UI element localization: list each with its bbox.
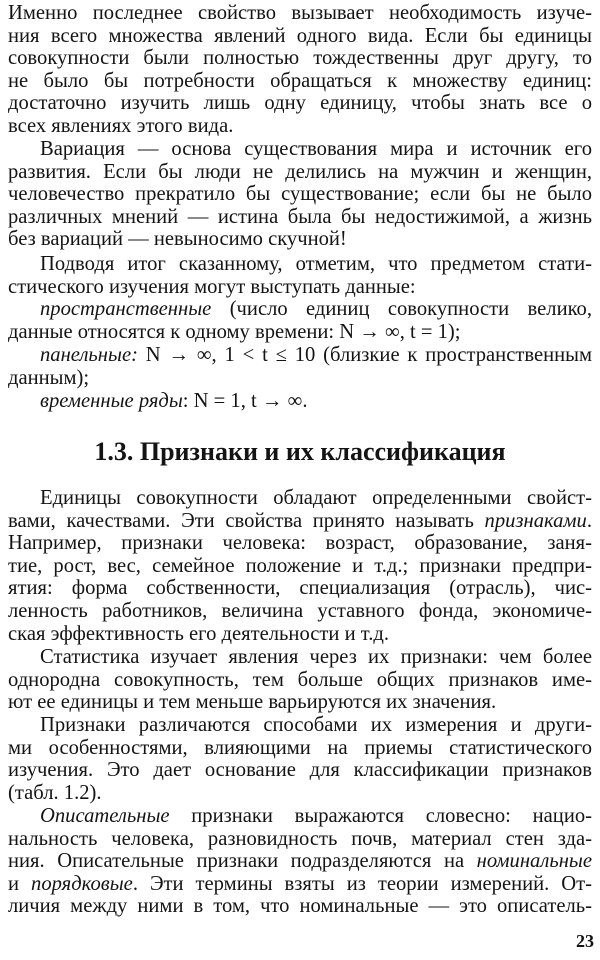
- text-line: нальность человека, разновидность почв, материал стен зда-: [8, 827, 592, 850]
- text-fragment: : N = 1, t → ∞.: [182, 390, 308, 412]
- text-line: изучения. Это дает основание для классификации признаков: [8, 759, 592, 782]
- text-line: Вариация — основа существования мира и источник его: [40, 138, 592, 160]
- text-line: ют ее единицы и тем меньше варьируются их значения.: [8, 691, 497, 714]
- text-line: развития. Если бы люди не делились на мужчин и женщин,: [8, 160, 592, 183]
- text-line: Например, признаки человека: возраст, образование, заня-: [8, 532, 592, 555]
- paragraph-classification: [8, 714, 592, 804]
- paragraph-summary: [8, 253, 592, 298]
- term-descriptive: Описательные: [40, 805, 170, 827]
- text-line: без вариаций — невыносимо скучной!: [8, 228, 347, 251]
- text-fragment: и: [8, 872, 32, 895]
- text-fragment: .: [586, 509, 592, 532]
- term-panel: панельные:: [40, 344, 138, 366]
- text-line: данные относятся к одному времени: N → ∞, t = 1);: [8, 320, 461, 343]
- term-nominal: номинальные: [476, 850, 592, 873]
- text-fragment: вами, качествами. Эти свойства принято называть: [8, 509, 485, 532]
- paragraph-variation: [8, 138, 592, 251]
- text-fragment: признаки выражаются словесно: нацио-: [169, 805, 592, 827]
- text-line: достаточно изучить лишь одну единицу, чтобы знать все о: [8, 92, 592, 115]
- text-line: совокупности были полностью тождественны друг другу, то: [8, 47, 592, 70]
- text-line: различных мнений — истина была бы недостижимой, а жизнь: [8, 205, 592, 228]
- paragraph-statistics: [8, 646, 592, 714]
- text-line: всех явлениях этого вида.: [8, 114, 234, 137]
- text-line: Признаки различаются способами их измерения и други-: [40, 714, 592, 736]
- text-line: ская эффективность его деятельности и т.д.: [8, 622, 389, 645]
- text-line: (табл. 1.2).: [8, 781, 102, 804]
- term-signs: признаками: [484, 509, 587, 532]
- text-line: Единицы совокупности обладают определенными свойст-: [40, 487, 592, 509]
- paragraph-necessity: [8, 2, 592, 138]
- page-number: 23: [576, 931, 594, 951]
- text-fragment: (число единиц совокупности велико,: [211, 298, 592, 320]
- text-line: ятия: форма собственности, специализация (отрасль), чис-: [8, 577, 592, 600]
- text-line: ми особенностями, влияющими на приемы статистического: [8, 736, 592, 759]
- list-item-spatial: [8, 298, 592, 343]
- text-fragment: N → ∞, 1 < t ≤ 10 (близкие к пространственным: [137, 344, 592, 366]
- text-line: ленность работников, величина уставного фонда, экономиче-: [8, 599, 592, 622]
- text-line: Подводя итог сказанному, отметим, что предметом стати-: [40, 253, 592, 275]
- text-fragment: . Эти термины взяты из теории измерений. От-: [132, 872, 593, 895]
- text-line: Именно последнее свойство вызывает необходимость изуче-: [8, 2, 592, 24]
- text-line: не было бы потребности обращаться к множеству единиц:: [8, 69, 592, 92]
- text-fragment: ния. Описательные признаки подразделяются на: [8, 850, 477, 873]
- section-heading: 1.3. Признаки и их классификация: [94, 437, 506, 466]
- text-line: данным);: [8, 366, 90, 389]
- text-line: тие, рост, вес, семейное положение и т.д.; признаки предпри-: [8, 554, 592, 577]
- list-item-timeseries: [8, 390, 592, 413]
- paragraph-descriptive: [8, 805, 592, 918]
- term-ordinal: порядковые: [31, 872, 133, 895]
- paragraph-properties: [8, 487, 592, 645]
- term-spatial: пространственные: [40, 298, 212, 320]
- text-line: однородна совокупность, тем больше общих признаков име-: [8, 668, 592, 691]
- text-line: ния всего множества явлений одного вида. Если бы единицы: [8, 24, 592, 47]
- text-line: личия между ними в том, что номинальные — это описатель-: [8, 895, 592, 918]
- list-item-panel: [8, 344, 592, 389]
- text-line: стического изучения могут выступать данные:: [8, 275, 416, 298]
- page: [8, 0, 592, 960]
- text-line: человечество прекратило бы существование; если бы не было: [8, 183, 592, 206]
- term-timeseries: временные ряды: [40, 390, 183, 412]
- text-line: Статистика изучает явления через их признаки: чем более: [40, 646, 592, 668]
